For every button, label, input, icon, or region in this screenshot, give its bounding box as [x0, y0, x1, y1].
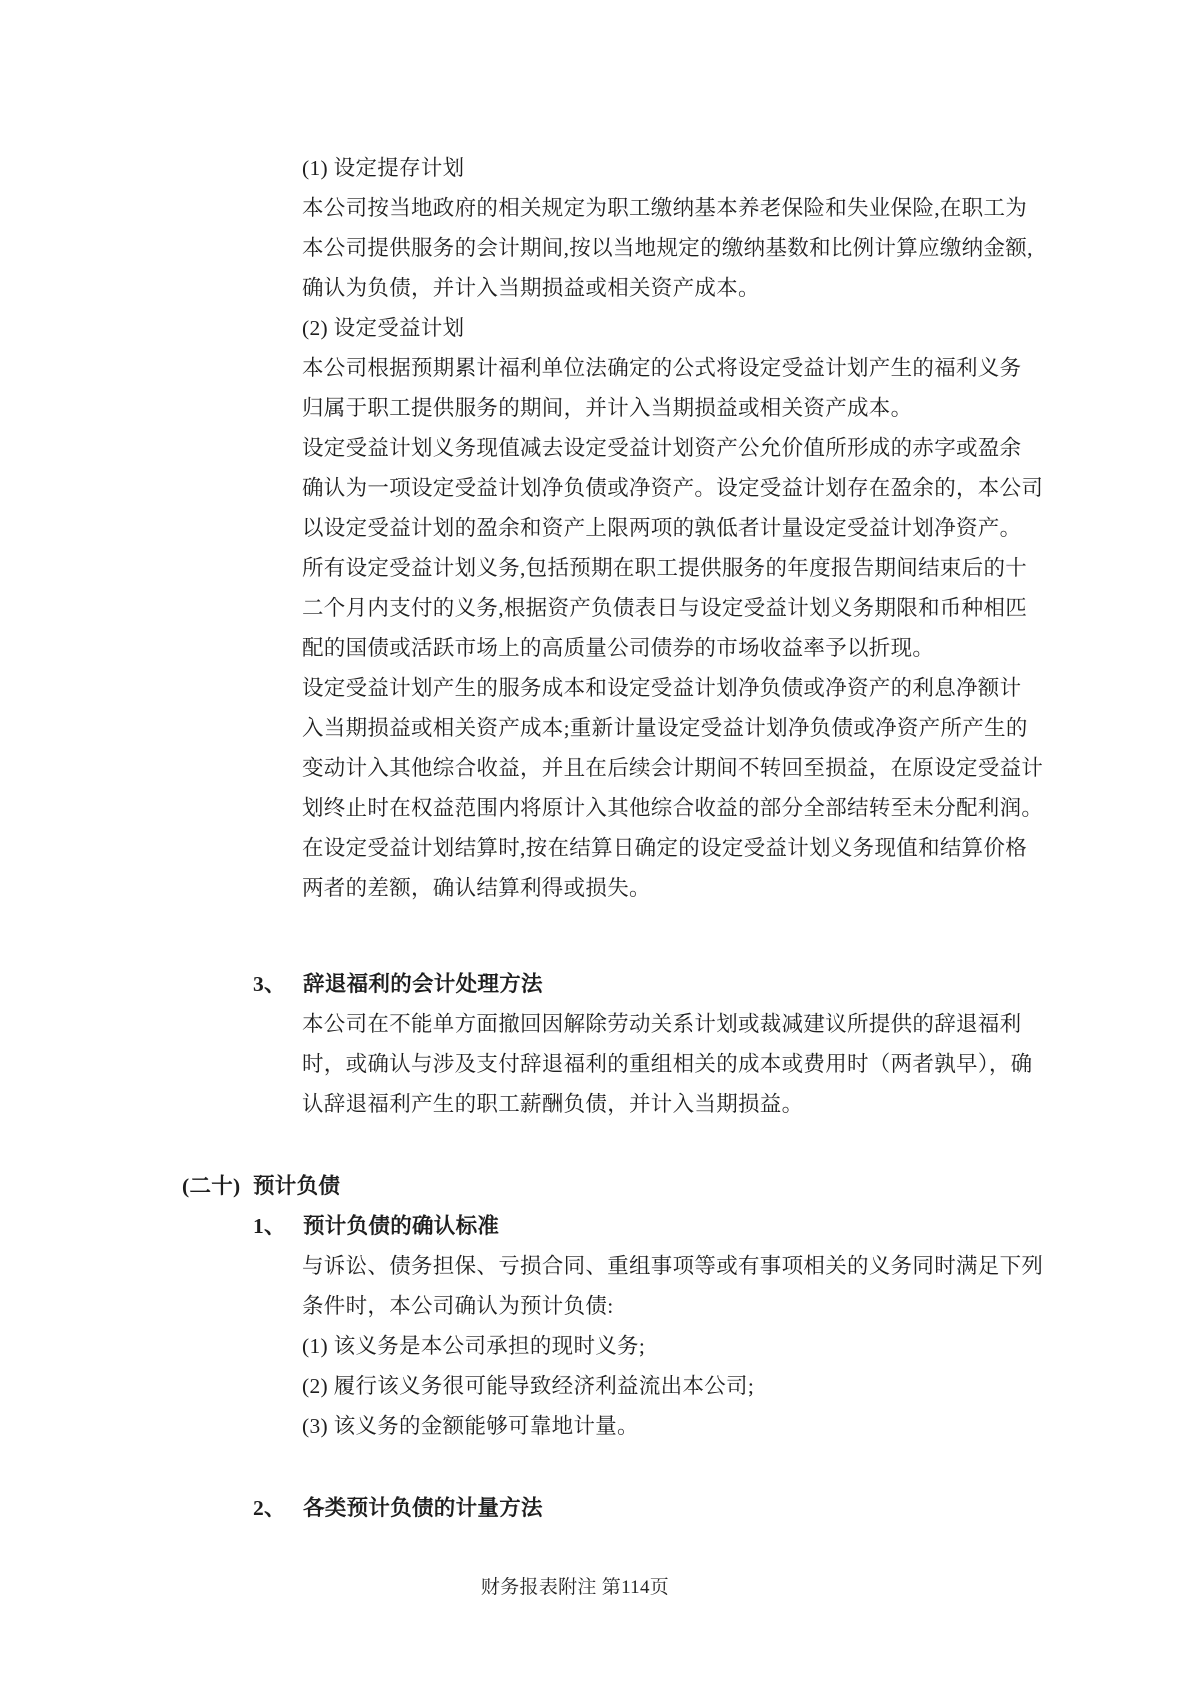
- text-line: 条件时，本公司确认为预计负债:: [302, 1294, 614, 1318]
- text-line: 确认为负债，并计入当期损益或相关资产成本。: [302, 276, 760, 300]
- text-line: 设定受益计划义务现值减去设定受益计划资产公允价值所形成的赤字或盈余: [302, 436, 1022, 460]
- text-line: (1) 设定提存计划: [302, 156, 465, 180]
- section-title: 预计负债的确认标准: [303, 1214, 500, 1238]
- text-line: 本公司提供服务的会计期间,按以当地规定的缴纳基数和比例计算应缴纳金额,: [302, 236, 1033, 260]
- text-line: 本公司在不能单方面撤回因解除劳动关系计划或裁减建议所提供的辞退福利: [302, 1012, 1022, 1036]
- section-20-heading: [0, 1166, 1200, 1206]
- section-label: (二十): [182, 1174, 241, 1198]
- text-line: 入当期损益或相关资产成本;重新计量设定受益计划净负债或净资产所产生的: [302, 716, 1028, 740]
- section-3-paragraph: [0, 1004, 1200, 1124]
- section-number: 1、: [253, 1214, 286, 1238]
- text-line: 变动计入其他综合收益，并且在后续会计期间不转回至损益，在原设定受益计: [302, 756, 1044, 780]
- text-line: 以设定受益计划的盈余和资产上限两项的孰低者计量设定受益计划净资产。: [302, 516, 1022, 540]
- section-title: 各类预计负债的计量方法: [303, 1496, 543, 1520]
- text-line: 本公司按当地政府的相关规定为职工缴纳基本养老保险和失业保险,在职工为: [302, 196, 1028, 220]
- section-20-provisions: [0, 1166, 1200, 1528]
- text-line: (2) 履行该义务很可能导致经济利益流出本公司;: [302, 1374, 755, 1398]
- section-title: 预计负债: [253, 1174, 341, 1198]
- document-body: [0, 148, 1200, 1528]
- section-number: 3、: [253, 972, 286, 996]
- text-line: 与诉讼、债务担保、亏损合同、重组事项等或有事项相关的义务同时满足下列: [302, 1254, 1044, 1278]
- text-line: 配的国债或活跃市场上的高质量公司债券的市场收益率予以折现。: [302, 636, 935, 660]
- text-line: 本公司根据预期累计福利单位法确定的公式将设定受益计划产生的福利义务: [302, 356, 1022, 380]
- text-line: 两者的差额，确认结算利得或损失。: [302, 876, 651, 900]
- section-20-2-heading: [0, 1488, 1200, 1528]
- footer-page-label: 财务报表附注 第114页: [480, 1577, 670, 1598]
- text-line: 所有设定受益计划义务,包括预期在职工提供服务的年度报告期间结束后的十: [302, 556, 1028, 580]
- text-line: 设定受益计划产生的服务成本和设定受益计划净负债或净资产的利息净额计: [302, 676, 1022, 700]
- section-title: 辞退福利的会计处理方法: [303, 972, 543, 996]
- text-line: 二个月内支付的义务,根据资产负债表日与设定受益计划义务期限和币种相匹: [302, 596, 1028, 620]
- section-20-1-heading: [0, 1206, 1200, 1246]
- text-line: (3) 该义务的金额能够可靠地计量。: [302, 1414, 639, 1438]
- section-20-1-paragraph: [0, 1246, 1200, 1446]
- employee-benefits-paragraphs: [0, 148, 1200, 908]
- text-line: 划终止时在权益范围内将原计入其他综合收益的部分全部结转至未分配利润。: [302, 796, 1044, 820]
- text-line: 归属于职工提供服务的期间，并计入当期损益或相关资产成本。: [302, 396, 913, 420]
- text-line: (1) 该义务是本公司承担的现时义务;: [302, 1334, 646, 1358]
- text-line: (2) 设定受益计划: [302, 316, 465, 340]
- text-line: 认辞退福利产生的职工薪酬负债，并计入当期损益。: [302, 1092, 804, 1116]
- section-number: 2、: [253, 1496, 286, 1520]
- section-3-heading: [0, 964, 1200, 1004]
- text-line: 在设定受益计划结算时,按在结算日确定的设定受益计划义务现值和结算价格: [302, 836, 1028, 860]
- text-line: 确认为一项设定受益计划净负债或净资产。设定受益计划存在盈余的，本公司: [302, 476, 1044, 500]
- section-3-termination-benefits: [0, 964, 1200, 1124]
- text-line: 时，或确认与涉及支付辞退福利的重组相关的成本或费用时（两者孰早），确: [302, 1052, 1033, 1076]
